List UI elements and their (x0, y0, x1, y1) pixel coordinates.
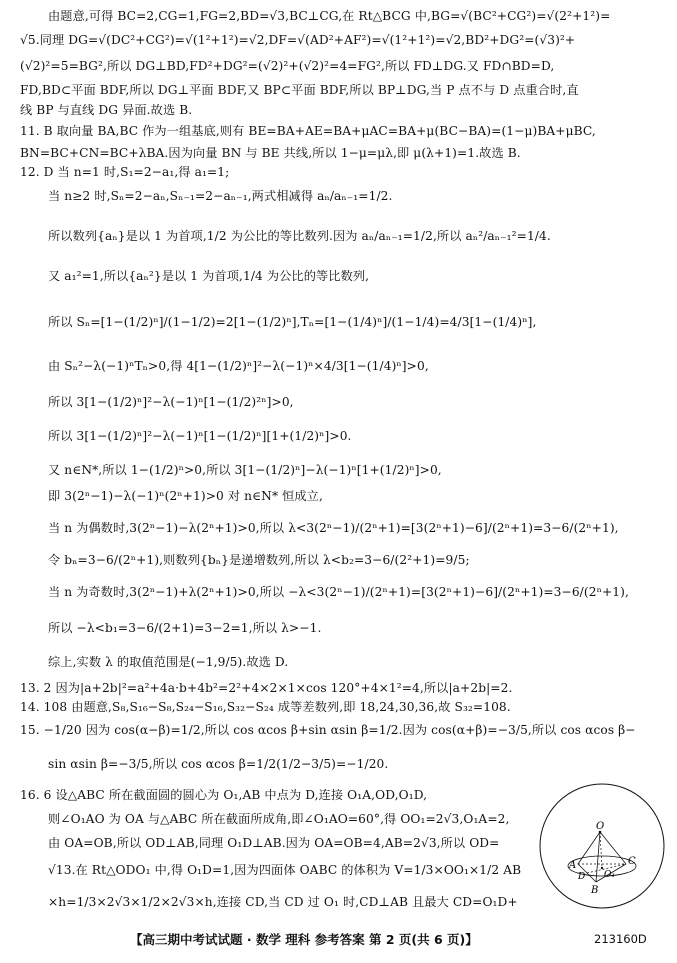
label-o1: O₁ (604, 870, 615, 880)
solution-line: 11. B 取向量 BA,BC 作为一组基底,则有 BE=BA+AE=BA+μAC=BA+μ(BC−BA)=(1−μ)BA+μBC, (20, 124, 596, 138)
solution-line: 令 bₙ=3−6/(2ⁿ+1),则数列{bₙ}是递增数列,所以 λ<b₂=3−6/(2²+1)=9/5; (48, 553, 470, 567)
segment-oo1 (600, 832, 602, 868)
label-d: D (578, 872, 586, 882)
solution-line: 15. −1/20 因为 cos(α−β)=1/2,所以 cos αcos β+sin αsin β=1/2.因为 cos(α+β)=−3/5,所以 cos αcos β− (20, 723, 636, 737)
solution-line: 当 n≥2 时,Sₙ=2−aₙ,Sₙ₋₁=2−aₙ₋₁,两式相减得 aₙ/aₙ₋₁=1/2. (48, 189, 393, 203)
solution-line: 所以 3[1−(1/2)ⁿ]²−λ(−1)ⁿ[1−(1/2)²ⁿ]>0, (48, 395, 294, 409)
solution-line: 又 a₁²=1,所以{aₙ²}是以 1 为首项,1/4 为公比的等比数列, (48, 269, 370, 283)
sphere-tetrahedron-figure (536, 780, 668, 912)
solution-line: √5.同理 DG=√(DC²+CG²)=√(1²+1²)=√2,DF=√(AD²+AF²)=√(1²+1²)=√2,BD²+DG²=(√3)²+ (20, 33, 576, 47)
edge-ob (596, 832, 600, 882)
label-b: B (591, 885, 599, 896)
solution-line: 13. 2 因为|a+2b|²=a²+4a·b+4b²=2²+4×2×1×cos 120°+4×1²=4,所以|a+2b|=2. (20, 681, 513, 695)
solution-line: sin αsin β=−3/5,所以 cos αcos β=1/2(1/2−3/5)=−1/20. (48, 757, 389, 771)
solution-line: 由题意,可得 BC=2,CG=1,FG=2,BD=√3,BC⊥CG,在 Rt△BCG 中,BG=√(BC²+CG²)=√(2²+1²)= (48, 9, 611, 23)
label-o: O (596, 821, 605, 832)
solution-line: 则∠O₁AO 为 OA 与△ABC 所在截面所成角,即∠O₁AO=60°,得 OO₁=2√3,O₁A=2, (48, 812, 510, 826)
solution-line: 当 n 为奇数时,3(2ⁿ−1)+λ(2ⁿ+1)>0,所以 −λ<3(2ⁿ−1)/(2ⁿ+1)=[3(2ⁿ+1)−6]/(2ⁿ+1)=3−6/(2ⁿ+1), (48, 585, 629, 599)
solution-line: 综上,实数 λ 的取值范围是(−1,9/5).故选 D. (48, 655, 289, 669)
solution-line: 所以 3[1−(1/2)ⁿ]²−λ(−1)ⁿ[1−(1/2)ⁿ][1+(1/2)ⁿ]>0. (48, 429, 352, 443)
solution-line: 线 BP 与直线 DG 异面.故选 B. (20, 103, 193, 117)
label-a: A (569, 860, 577, 871)
solution-line: 所以数列{aₙ}是以 1 为首项,1/2 为公比的等比数列.因为 aₙ/aₙ₋₁=1/2,所以 aₙ²/aₙ₋₁²=1/4. (48, 229, 551, 243)
label-c: C (628, 856, 636, 867)
solution-line: √13.在 Rt△ODO₁ 中,得 O₁D=1,因为四面体 OABC 的体积为 V=1/3×OO₁×1/2 AB (48, 863, 522, 877)
solution-line: 由 Sₙ²−λ(−1)ⁿTₙ>0,得 4[1−(1/2)ⁿ]²−λ(−1)ⁿ×4/3[1−(1/4)ⁿ]>0, (48, 359, 429, 373)
edge-oc (600, 832, 626, 864)
solution-line: BN=BC+CN=BC+λBA.因为向量 BN 与 BE 共线,所以 1−μ=μλ,即 μ(λ+1)=1.故选 B. (20, 146, 521, 160)
solution-line: 由 OA=OB,所以 OD⊥AB,同理 O₁D⊥AB.因为 OA=OB=4,AB=2√3,所以 OD= (48, 836, 500, 850)
solution-line: 当 n 为偶数时,3(2ⁿ−1)−λ(2ⁿ+1)>0,所以 λ<3(2ⁿ−1)/(2ⁿ+1)=[3(2ⁿ+1)−6]/(2ⁿ+1)=3−6/(2ⁿ+1), (48, 521, 619, 535)
solution-line: 16. 6 设△ABC 所在截面圆的圆心为 O₁,AB 中点为 D,连接 O₁A,OD,O₁D, (20, 788, 428, 802)
page-footer-code: 213160D (594, 932, 647, 946)
point-o1 (601, 867, 603, 869)
solution-line: 又 n∈N*,所以 1−(1/2)ⁿ>0,所以 3[1−(1/2)ⁿ]−λ(−1)ⁿ[1+(1/2)ⁿ]>0, (48, 463, 442, 477)
solution-line: 14. 108 由题意,S₈,S₁₆−S₈,S₂₄−S₁₆,S₃₂−S₂₄ 成等差数列,即 18,24,30,36,故 S₃₂=108. (20, 700, 511, 714)
solution-line: (√2)²=5=BG²,所以 DG⊥BD,FD²+DG²=(√2)²+(√2)²=4=FG²,所以 FD⊥DG.又 FD∩BD=D, (20, 59, 555, 73)
solution-line: FD,BD⊂平面 BDF,所以 DG⊥平面 BDF,又 BP⊂平面 BDF,所以 BP⊥DG,当 P 点不与 D 点重合时,直 (20, 83, 579, 97)
solution-line: ×h=1/3×2√3×1/2×2√3×h,连接 CD,当 CD 过 O₁ 时,CD⊥AB 且最大 CD=O₁D+ (48, 895, 518, 909)
solution-line: 12. D 当 n=1 时,S₁=2−a₁,得 a₁=1; (20, 165, 230, 179)
page-footer-title: 【高三期中考试试题 · 数学 理科 参考答案 第 2 页(共 6 页)】 (130, 932, 478, 947)
solution-line: 所以 −λ<b₁=3−6/(2+1)=3−2=1,所以 λ>−1. (48, 621, 322, 635)
solution-line: 所以 Sₙ=[1−(1/2)ⁿ]/(1−1/2)=2[1−(1/2)ⁿ],Tₙ=[1−(1/4)ⁿ]/(1−1/4)=4/3[1−(1/4)ⁿ], (48, 315, 537, 329)
solution-line: 即 3(2ⁿ−1)−λ(−1)ⁿ(2ⁿ+1)>0 对 n∈N* 恒成立, (48, 489, 323, 503)
sphere-outline (540, 784, 664, 908)
edge-oa (578, 832, 600, 864)
